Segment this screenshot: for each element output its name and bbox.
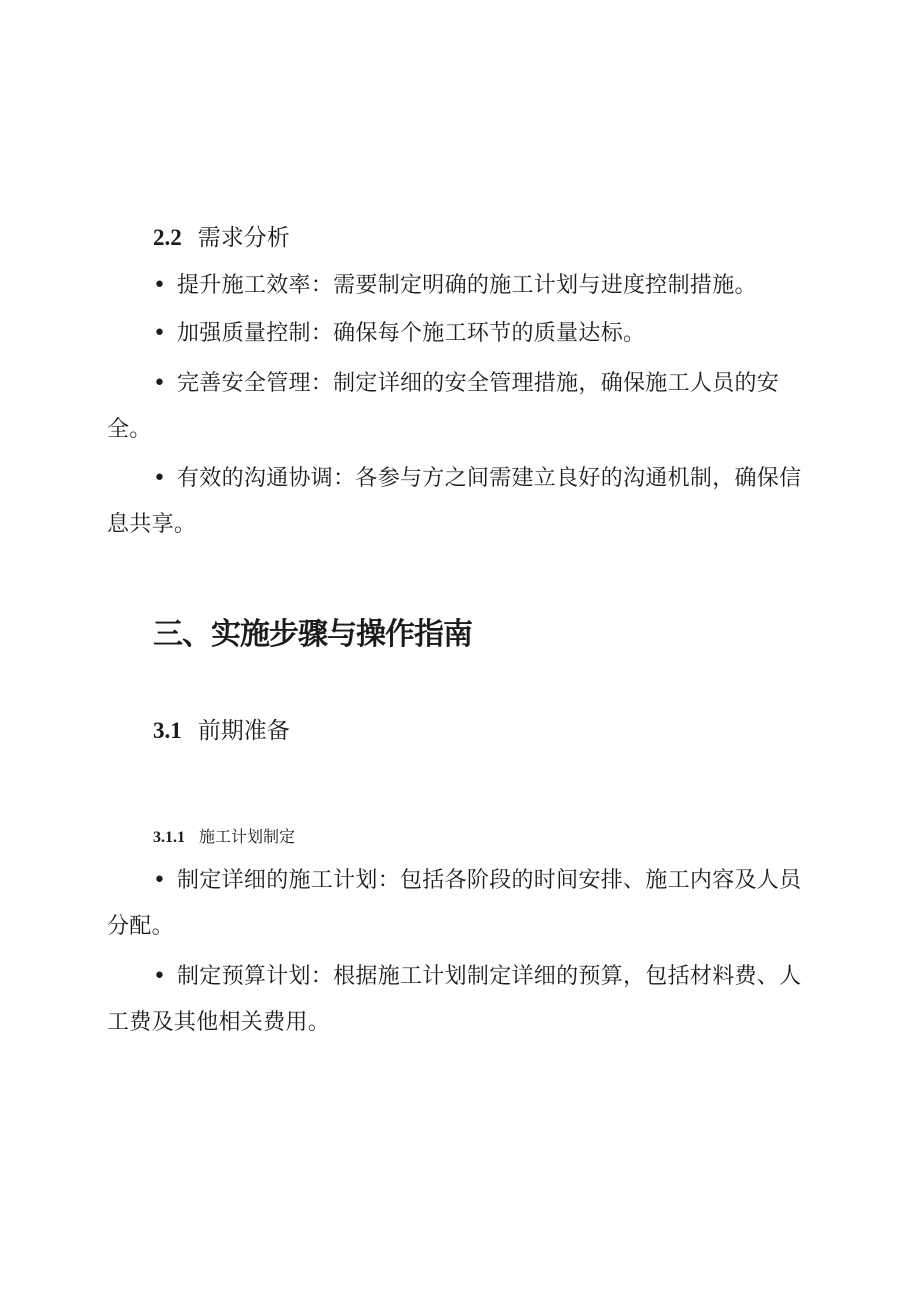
section-title: 前期准备 <box>197 718 290 744</box>
list-item <box>107 361 807 453</box>
bullet-icon: • <box>153 868 167 893</box>
bullet-icon: • <box>153 964 167 989</box>
bullet-icon: • <box>153 273 167 298</box>
subsection-number: 3.1.1 <box>153 829 185 846</box>
list-item <box>107 311 807 357</box>
subsection-title: 施工计划制定 <box>199 827 296 846</box>
list-item-text: 制定详细的施工计划：包括各阶段的时间安排、施工内容及人员分配。 <box>107 868 802 939</box>
section-2-2-heading <box>153 223 290 253</box>
bullet-icon: • <box>153 321 167 346</box>
list-item <box>107 456 807 548</box>
section-3-1-heading <box>153 716 290 746</box>
list-item-text: 有效的沟通协调：各参与方之间需建立良好的沟通机制，确保信息共享。 <box>107 466 802 537</box>
list-item <box>107 263 807 309</box>
list-item <box>107 954 807 1046</box>
chapter-3-heading: 三、实施步骤与操作指南 <box>153 617 472 652</box>
list-item-text: 完善安全管理：制定详细的安全管理措施，确保施工人员的安全。 <box>107 371 780 442</box>
section-number: 2.2 <box>153 225 182 250</box>
list-item-text: 提升施工效率：需要制定明确的施工计划与进度控制措施。 <box>177 273 757 298</box>
bullet-icon: • <box>153 371 167 396</box>
section-3-1-1-heading <box>153 826 295 849</box>
bullet-icon: • <box>153 466 167 491</box>
section-number: 3.1 <box>153 718 182 743</box>
list-item-text: 加强质量控制：确保每个施工环节的质量达标。 <box>177 321 646 346</box>
section-title: 需求分析 <box>197 225 290 251</box>
list-item <box>107 858 807 950</box>
list-item-text: 制定预算计划：根据施工计划制定详细的预算，包括材料费、人工费及其他相关费用。 <box>107 964 802 1035</box>
